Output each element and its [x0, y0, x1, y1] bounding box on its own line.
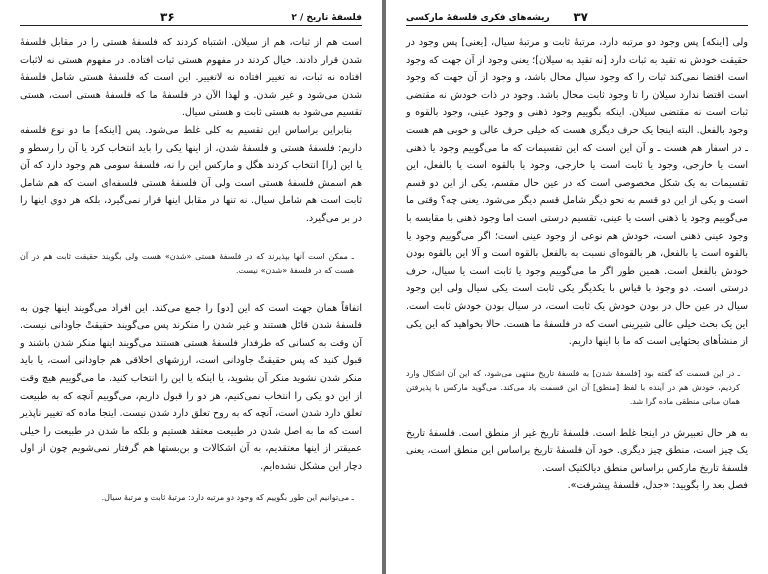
paragraph: فصل بعد را بگویید: «جدل، فلسفهٔ پیشرفت». [567, 480, 748, 492]
question-note: ـ می‌توانیم این طور بگوییم که وجود دو مرتبه دارد: مرتبهٔ ثابت و مرتبهٔ سیال. [101, 493, 354, 503]
paragraph: ولی [اینکه] پس وجود دو مرتبه دارد، مرتبهٔ ثابت و مرتبهٔ سیال، [یعنی] پس وجود در حقیقت خودش نه تقید به ثبات دارد [نه تقید به سیلان]؛ یعنی وجود از آن جهت که وجود است اقتضا نمی‌کند ثبات را که وجود سیال محال باشد، و وجود از آن جهت که وجود است اقتضا ندارد سیلان را تا وجود ثابت محال باشد. وجود در ذات خودش نه مقتضی ثبات است نه مقتضی سیلان. اینکه بگوییم وجود ذهنی و وجود عینی، وجود بالقوه و وجود بالفعل. البته اینجا یک حرف دیگری هست که خیلی حرف عالی و خوبی هم هست ـ در اسفار هم هست ـ و آن این است که این تقسیمات که ما می‌گوییم وجود یا ذهنی است یا خارجی، وجود یا ثابت است یا خارجی، وجود یا بالقوه است یا بالفعل، این تقسیمات به یک شکل مخصوصی است که در عین حال مقسم، یکی از این دو قسم است و یکی از این دو قسم به نحو دیگر شامل قسم دیگر می‌شود. یعنی چه؟ وقتی ما می‌گوییم وجود یا ذهنی است یا عینی، تقسیم درستی است اما وجود ذهنی با مقایسه با وجود عینی ذهنی است، خودش هم نوعی از وجود عینی است؛ اگر می‌گوییم وجود یا بالقوه است یا بالفعل، هر بالقوه‌ای نسبت به بالفعل بالقوه است و آلا این بالقوه بودن خودش بالفعل است. همین طور اگر ما می‌گوییم وجود یا ثابت است یا سیال، حرف درستی است. دو وجود با قیاس با یکدیگر یکی ثابت است یکی سیال ولی این وجود سیال در عین حال در بودن خودش یک ثابت است، در سیال بودن خودش ثابت است. این یک بحث خیلی عالی شیرینی است که در فلسفهٔ ما هست. حالا بخواهید که این یکی از منشأهای بحثهایی است که ما با اینها داریم. [406, 37, 748, 348]
right-page [386, 0, 768, 574]
running-head: فلسفهٔ تاریخ / ۲ [291, 13, 362, 23]
paragraph: به هر حال تعبیرش در اینجا غلط است. فلسفهٔ تاریخ غیر از منطق است. فلسفهٔ تاریخ یک چیز است، منطق چیز دیگری. خود آن فلسفهٔ تاریخ براساس این منطق است، یعنی فلسفهٔ تاریخ مارکس براساس منطق دیالکتیک است. [406, 427, 748, 474]
right-page-body [406, 34, 748, 566]
left-page-header [20, 9, 362, 26]
right-page-header [406, 9, 748, 26]
paragraph: است هم از ثبات، هم از سیلان. اشتباه کردند که فلسفهٔ هستی را در مقابل فلسفهٔ شدن قرار دادند. خیال کردند در مفهوم هستی ثبات افتاده. در مفهوم هستی نه لاثبات افتاده نه ثبات، نه تغییر افتاده نه لاتغییر. این است که فلسفهٔ هستی شامل فلسفهٔ شدن می‌شود و غیر شدن. و لهذا الآن در فلسفهٔ ما که فلسفهٔ هستی است، هستی تقسیم می‌شود به هستی ثابت و هستی سیال. [20, 37, 362, 119]
question-note: ـ ممکن است آنها بپذیرند که در فلسفهٔ هستی «شدن» هست ولی بگویند حقیقت ثابت هم در آن هست که در فلسفهٔ «شدن» نیست. [20, 251, 354, 275]
paragraph: بنابراین براساس این تقسیم به کلی غلط می‌شود. پس [اینکه] ما دو نوع فلسفه داریم: فلسفهٔ هستی و فلسفهٔ شدن، از اینها یکی را باید انتخاب کرد یا آن را رسطو و یا این [را] انتخاب کردند هگل و مارکس این را نه، فلسفهٔ سومی هم وجود دارد که آن هم اسمش فلسفهٔ هستی است ولی آن فلسفهٔ هستی فلسفه‌ای است که هم شامل ثابت است هم شامل سیال. نه تنها در مقابل اینها قرار نمی‌گیرد، بلکه هر دوی اینها را در بر می‌گیرد. [20, 124, 362, 224]
question-note: ـ در این قسمت که گفته بود [فلسفهٔ شدن] به فلسفهٔ تاریخ منتهی می‌شود، که این آن اشکال وارد کردیم، خودش هم در آینده با لفظ [منطق] آن این قسمت یاد می‌کند. می‌گوید مارکس با پذیرفتن همان مبانی منطقی ماده گرا شد. [406, 368, 740, 406]
page-number: ۳۷ [573, 10, 588, 24]
left-page-body [20, 34, 362, 566]
paragraph: اتفاقاً همان جهت است که این [دو] را جمع می‌کند. این افراد می‌گویند اینها چون به فلسفهٔ شدن قائل هستند و غیر شدن را منکرند پس می‌گویند حقیقتْ جاودانی نیست. آن وقت به کسانی که طرفدار فلسفهٔ هستی هستند می‌گویند اینها منکر شدن باشند و قبول کنید که پس حقیقتْ جاودانی است، ارزشهای اخلاقی هم جاودانی است، یا باید منکر شدن نشوید منکر آن بشوید، یا اینکه یا این را انتخاب کنید. ما می‌گوییم هیچ وقت از این دو یکی را انتخاب نمی‌کنیم، هر دو را قبول داریم، می‌گوییم آنچه که به طبیعت تعلق دارد شدن است، آنچه که به روح تعلق دارد شدن نیست. اینجا ماده که تغییر ناپذیر است که ما به اصل شدن در طبیعت معتقد هستیم و بلکه ما شدن در طبیعت را خیلی عمیقتر از اینها معتقدیم، به آن اشکالات و بن‌بستها هم گرفتار نمی‌شویم چون از اول دچار این مشکل نشده‌ایم. [20, 302, 362, 472]
running-head: ریشه‌های فکری فلسفهٔ مارکسی [406, 13, 550, 23]
page-number: ۳۶ [160, 10, 175, 24]
left-page [0, 0, 382, 574]
